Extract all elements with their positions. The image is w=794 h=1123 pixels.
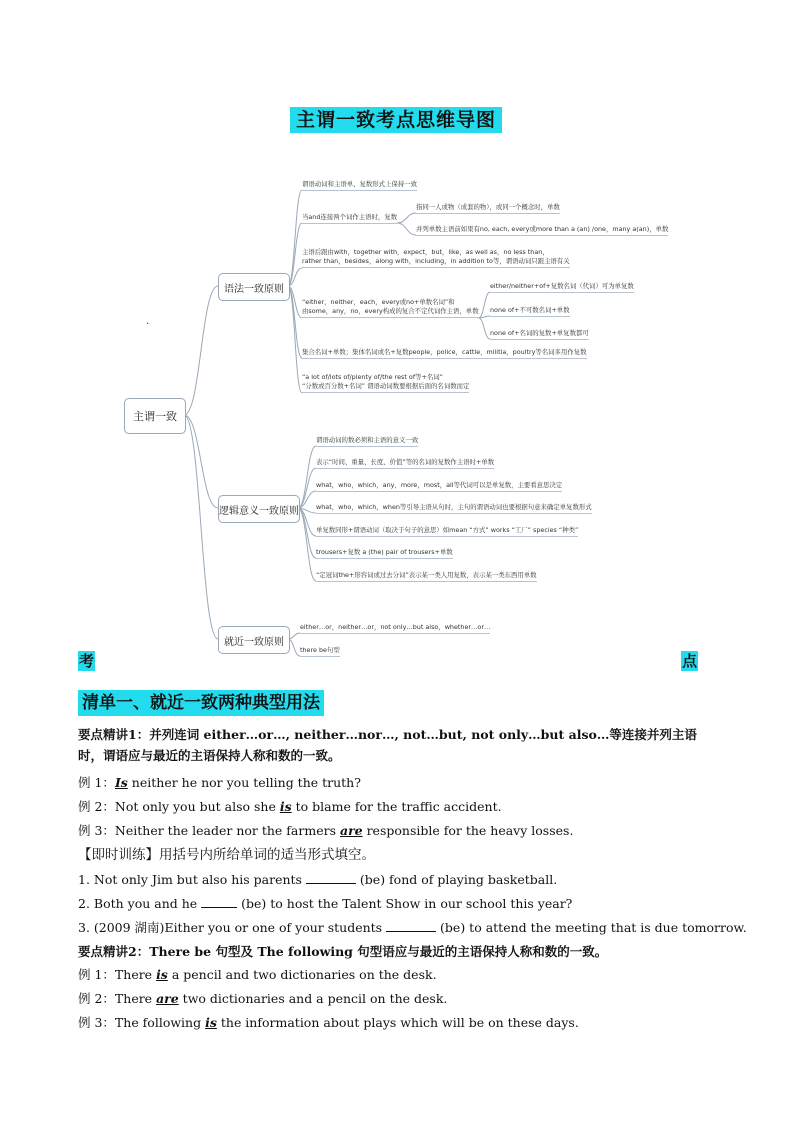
leaf-node <box>316 436 418 447</box>
example-prefix: 例 1：There <box>78 967 157 982</box>
exercise-text: 1. Not only Jim but also his parents <box>78 872 306 887</box>
example-2-1 <box>78 965 437 985</box>
example-key: Is <box>114 775 128 790</box>
leaf-line: what，who，which，any，more，most，all等代词可以是单复数，主要看意思决定 <box>316 481 563 489</box>
branch-node: 就近一致原则 <box>218 626 290 654</box>
mind-map <box>0 160 794 670</box>
leaf-line: “a lot of/lots of/plenty of/the rest of等+名词” <box>302 373 443 381</box>
section-heading: 清单一、就近一致两种典型用法 <box>78 690 324 716</box>
mind-map-connectors <box>0 160 794 670</box>
sub-leaf-node <box>416 203 560 214</box>
example-rest: the information about plays which will be on these days. <box>216 1015 579 1030</box>
leaf-line: 指同一人或物（成套的物），或同一个概念时，单数 <box>416 203 560 211</box>
dian-marker: 点 <box>681 652 697 670</box>
leaf-line: 表示“时间、重量、长度、价值”等的名词的复数作主语时+单数 <box>316 458 495 466</box>
leaf-node <box>302 348 587 359</box>
leaf-line: “分数或百分数+名词” 谓语动词数要根据后面的名词数而定 <box>302 382 470 390</box>
connector-line <box>397 213 416 223</box>
example-1-1 <box>78 773 361 793</box>
example-prefix: 例 2：Not only you but also she <box>78 799 280 814</box>
exercise-2 <box>78 894 572 914</box>
leaf-node <box>302 373 469 393</box>
exercise-text: 2. Both you and he <box>78 896 202 911</box>
leaf-line: 单复数同形+谓语动词（取决于句子的意思）如mean “方式” works “工厂” species “种类” <box>316 526 579 534</box>
example-1-2 <box>78 797 502 817</box>
exercise-text: (be) fond of playing basketball. <box>355 872 558 887</box>
kao-marker: 考 <box>78 652 94 670</box>
leaf-line: “定冠词the+形容词或过去分词”表示某一类人用复数，表示某一类东西用单数 <box>316 571 537 579</box>
key-point-2: 要点精讲2：There be 句型及 The following 句型语应与最近的主语保持人称和数的一致。 <box>78 944 608 959</box>
exercise-1 <box>78 870 557 890</box>
leaf-node <box>316 458 494 469</box>
stray-dot: . <box>146 316 150 327</box>
connector-line <box>298 508 316 581</box>
example-2-2 <box>78 989 447 1009</box>
leaf-line: none of+名词的复数+单复数都可 <box>490 329 589 337</box>
example-prefix: 例 2：There <box>78 991 157 1006</box>
example-key: is <box>279 799 292 814</box>
exercise-text: (be) to host the Talent Show in our school this year? <box>237 896 573 911</box>
leaf-line: 当and连接两个词作主语时，复数 <box>302 213 398 221</box>
page-title: 主谓一致考点思维导图 <box>290 107 502 133</box>
leaf-line: 谓语动词的数必须和主语的意义一致 <box>316 436 419 444</box>
example-prefix: 例 1： <box>78 775 115 790</box>
leaf-line: trousers+复数 a (the) pair of trousers+单数 <box>316 548 453 556</box>
leaf-line: either/neither+of+复数名词（代词）可为单复数 <box>490 282 634 290</box>
example-key: is <box>205 1015 217 1030</box>
example-rest: responsible for the heavy losses. <box>362 823 574 838</box>
sub-leaf-node <box>490 329 589 340</box>
leaf-node <box>300 646 340 657</box>
connector-line <box>288 190 302 286</box>
leaf-line: what，who，which，when等引导主语从句时，主句的谓语动词也要根据句意来确定单复数形式 <box>316 503 592 511</box>
exercise-blank[interactable] <box>201 895 237 908</box>
example-prefix: 例 3：The following <box>78 1015 206 1030</box>
leaf-line: none of+不可数名词+单数 <box>490 306 570 314</box>
exercise-text: 3. (2009 湖南)Either you or one of your students <box>78 920 387 935</box>
example-rest: a pencil and two dictionaries on the desk. <box>167 967 437 982</box>
example-2-3 <box>78 1013 579 1033</box>
root-node: 主谓一致 <box>124 398 186 434</box>
leaf-node <box>302 248 570 268</box>
leaf-node <box>316 526 578 537</box>
sub-leaf-node <box>490 282 634 293</box>
leaf-line: rather than，besides，along with，including，in addition to等，谓语动词只跟主语有关 <box>302 257 570 265</box>
connector-line <box>184 286 218 415</box>
exercise-blank[interactable] <box>306 871 356 884</box>
example-rest: two dictionaries and a pencil on the desk. <box>178 991 448 1006</box>
leaf-line: either…or，neither…or，not only…but also，whether…or… <box>300 623 491 631</box>
branch-node: 语法一致原则 <box>218 273 290 301</box>
example-key: are <box>339 823 363 838</box>
example-rest: neither he nor you telling the truth? <box>127 775 361 790</box>
exercise-text: (be) to attend the meeting that is due tomorrow. <box>436 920 747 935</box>
practice-title: 【即时训练】用括号内所给单词的适当形式填空。 <box>78 847 375 863</box>
leaf-line: 主语后跟由with，together with，expect，but，like，as well as，no less than， <box>302 248 549 256</box>
example-prefix: 例 3：Neither the leader nor the farmers <box>78 823 340 838</box>
exercise-blank[interactable] <box>386 919 436 932</box>
leaf-line: 集合名词+单数；集体名词或名+复数people，police，cattle，militia，poultry等名词多用作复数 <box>302 348 587 356</box>
leaf-line: 由some，any，no，every构成的复合不定代词作主语，单数 <box>302 307 479 315</box>
leaf-node <box>302 180 417 191</box>
connector-line <box>298 508 316 558</box>
connector-line <box>184 415 218 508</box>
example-key: is <box>156 967 168 982</box>
connector-line <box>479 318 490 339</box>
leaf-node <box>302 213 397 224</box>
example-rest: to blame for the traffic accident. <box>291 799 502 814</box>
connector-line <box>288 286 302 358</box>
connector-line <box>184 415 218 639</box>
connector-line <box>479 292 490 318</box>
branch-node: 逻辑意义一致原则 <box>218 495 300 523</box>
leaf-node <box>316 571 537 582</box>
leaf-line: 并列单数主语前如果有no, each, every或more than a (an) /one，many a(an)，单数 <box>416 225 669 233</box>
exercise-3 <box>78 918 747 938</box>
example-1-3 <box>78 821 573 841</box>
example-key: are <box>156 991 179 1006</box>
leaf-line: 谓语动词和主语单、复数形式上保持一致 <box>302 180 418 188</box>
leaf-node <box>300 623 490 634</box>
leaf-node <box>316 503 592 514</box>
key-point-1: 要点精讲1：并列连词 either…or…, neither…nor…, not…but, not only…but also…等连接并列主语时，谓语应与最近的主语保持人称和数的一致。 <box>78 727 697 763</box>
leaf-line: there be句型 <box>300 646 340 654</box>
sub-leaf-node <box>490 306 570 317</box>
connector-line <box>397 223 416 235</box>
leaf-node <box>302 298 479 318</box>
leaf-node <box>316 548 453 559</box>
sub-leaf-node <box>416 225 668 236</box>
leaf-line: “either，neither，each，every或no+单数名词”和 <box>302 298 455 306</box>
leaf-node <box>316 481 562 492</box>
